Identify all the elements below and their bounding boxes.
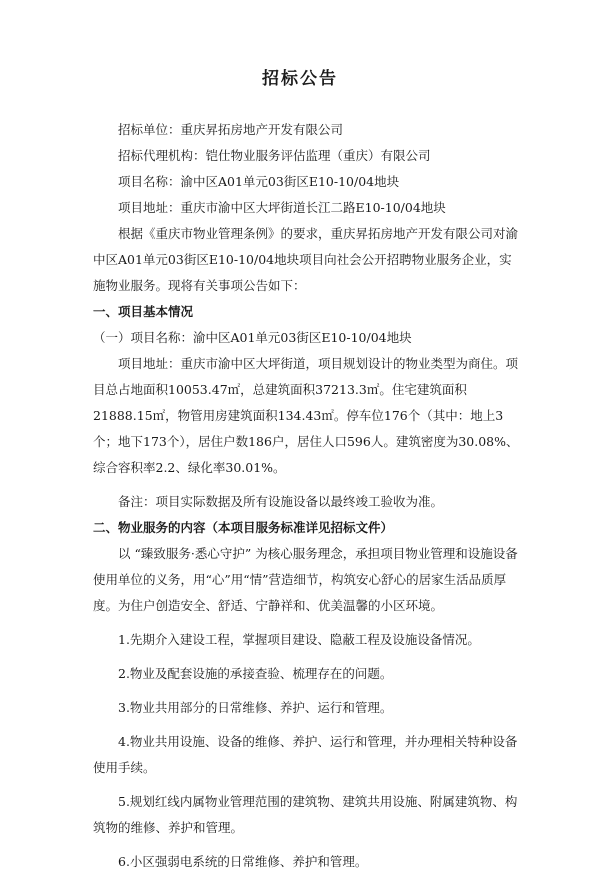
document-body: [93, 117, 521, 875]
project-address: 项目地址：重庆市渝中区大坪街道长江二路E10-10/04地块: [118, 200, 446, 215]
service-item: 6.小区强弱电系统的日常维修、养护和管理。: [118, 854, 368, 869]
section1-heading: 一、项目基本情况: [93, 304, 194, 319]
document-title: 招标公告: [262, 69, 338, 89]
service-item: 2.物业及配套设施的承接查验、梳理存在的问题。: [118, 666, 393, 681]
section1-subheading: （一）项目名称：渝中区A01单元03街区E10-10/04地块: [93, 330, 412, 345]
service-concept-paragraph: 以 “臻致服务·悉心守护” 为核心服务理念，承担项目物业管理和设施设备使用单位的义务，用“心”用“情”营造细节，构筑安心舒心的居家生活品质厚度。为住户创造安全、舒适、宁静祥和、优美温馨的小区环境。: [93, 546, 518, 613]
service-item: 1.先期介入建设工程，掌握项目建设、隐蔽工程及设施设备情况。: [118, 632, 480, 647]
tender-agent: 招标代理机构：铠仕物业服务评估监理（重庆）有限公司: [118, 148, 431, 163]
project-name: 项目名称：渝中区A01单元03街区E10-10/04地块: [118, 174, 400, 189]
project-detail-paragraph: 项目地址：重庆市渝中区大坪街道，项目规划设计的物业类型为商住。项目总占地面积10053.47㎡，总建筑面积37213.3㎡。住宅建筑面积21888.15㎡，物管用房建筑面积134.43㎡。停车位176个（其中：地上3个；地下173个），居住户数186户，居住人口596人。建筑密度为30.08%、综合容积率2.2、绿化率30.01%。: [93, 356, 519, 475]
section2-heading: 二、物业服务的内容（本项目服务标准详见招标文件）: [93, 520, 394, 535]
tender-unit: 招标单位：重庆昇拓房地产开发有限公司: [118, 122, 344, 137]
service-item: 3.物业共用部分的日常维修、养护、运行和管理。: [118, 700, 393, 715]
service-item: 4.物业共用设施、设备的维修、养护、运行和管理，并办理相关特种设备使用手续。: [93, 734, 518, 775]
intro-paragraph: 根据《重庆市物业管理条例》的要求，重庆昇拓房地产开发有限公司对渝中区A01单元03街区E10-10/04地块项目向社会公开招聘物业服务企业，实施物业服务。现将有关事项公告如下：: [93, 226, 519, 293]
service-item: 5.规划红线内属物业管理范围的建筑物、建筑共用设施、附属建筑物、构筑物的维修、养护和管理。: [93, 794, 518, 835]
project-note: 备注：项目实际数据及所有设施设备以最终竣工验收为准。: [118, 494, 444, 509]
